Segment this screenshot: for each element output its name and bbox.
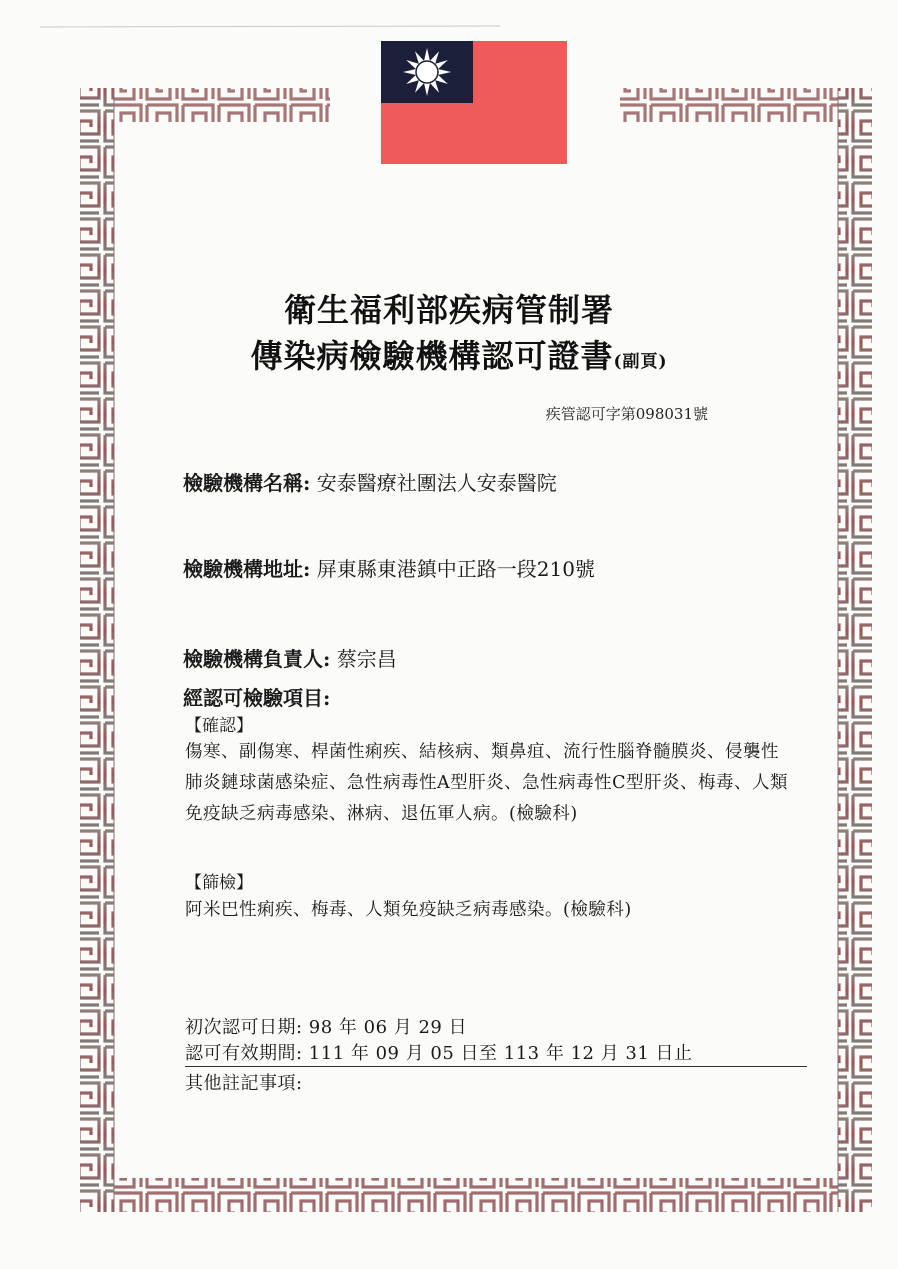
white-sun-icon (401, 46, 453, 98)
flag-canton (381, 41, 473, 103)
institution-address-value: 屏東縣東港鎮中正路一段210號 (316, 557, 595, 581)
issuer-title: 衛生福利部疾病管制署 (283, 291, 614, 329)
screen-section-tag: 【篩檢】 (185, 873, 253, 893)
confirm-section-tag: 【確認】 (185, 716, 253, 736)
institution-head-label: 檢驗機構負責人: (183, 647, 331, 671)
institution-name-label: 檢驗機構名稱: (183, 471, 311, 495)
certificate-title-text: 傳染病檢驗機構認可證書 (250, 337, 614, 375)
certificate-number: 疾管認可字第098031號 (545, 405, 708, 423)
institution-address-row (183, 553, 595, 582)
institution-name-value: 安泰醫療社團法人安泰醫院 (316, 471, 557, 495)
certificate-title (10, 331, 898, 377)
institution-name-row (183, 467, 557, 496)
institution-head-value: 蔡宗昌 (336, 647, 397, 671)
validity-period: 認可有效期間: 111 年 09 月 05 日至 113 年 12 月 31 日止 (185, 1039, 807, 1067)
first-approval-date: 初次認可日期: 98 年 06 月 29 日 (185, 1017, 468, 1038)
institution-address-label: 檢驗機構地址: (183, 557, 311, 581)
approved-items-label: 經認可檢驗項目: (183, 686, 331, 710)
copy-note: (副頁) (613, 352, 668, 372)
other-notes-label: 其他註記事項: (185, 1073, 303, 1094)
confirm-items-text: 傷寒、副傷寒、桿菌性痢疾、結核病、類鼻疽、流行性腦脊髓膜炎、侵襲性肺炎鏈球菌感染症、急性病毒性A型肝炎、急性病毒性C型肝炎、梅毒、人類免疫缺乏病毒感染、淋病、退伍軍人病。(檢驗科) (185, 742, 789, 824)
institution-head-row (183, 643, 397, 672)
screen-items-text: 阿米巴性痢疾、梅毒、人類免疫缺乏病毒感染。(檢驗科) (185, 900, 632, 920)
national-flag (381, 41, 567, 164)
